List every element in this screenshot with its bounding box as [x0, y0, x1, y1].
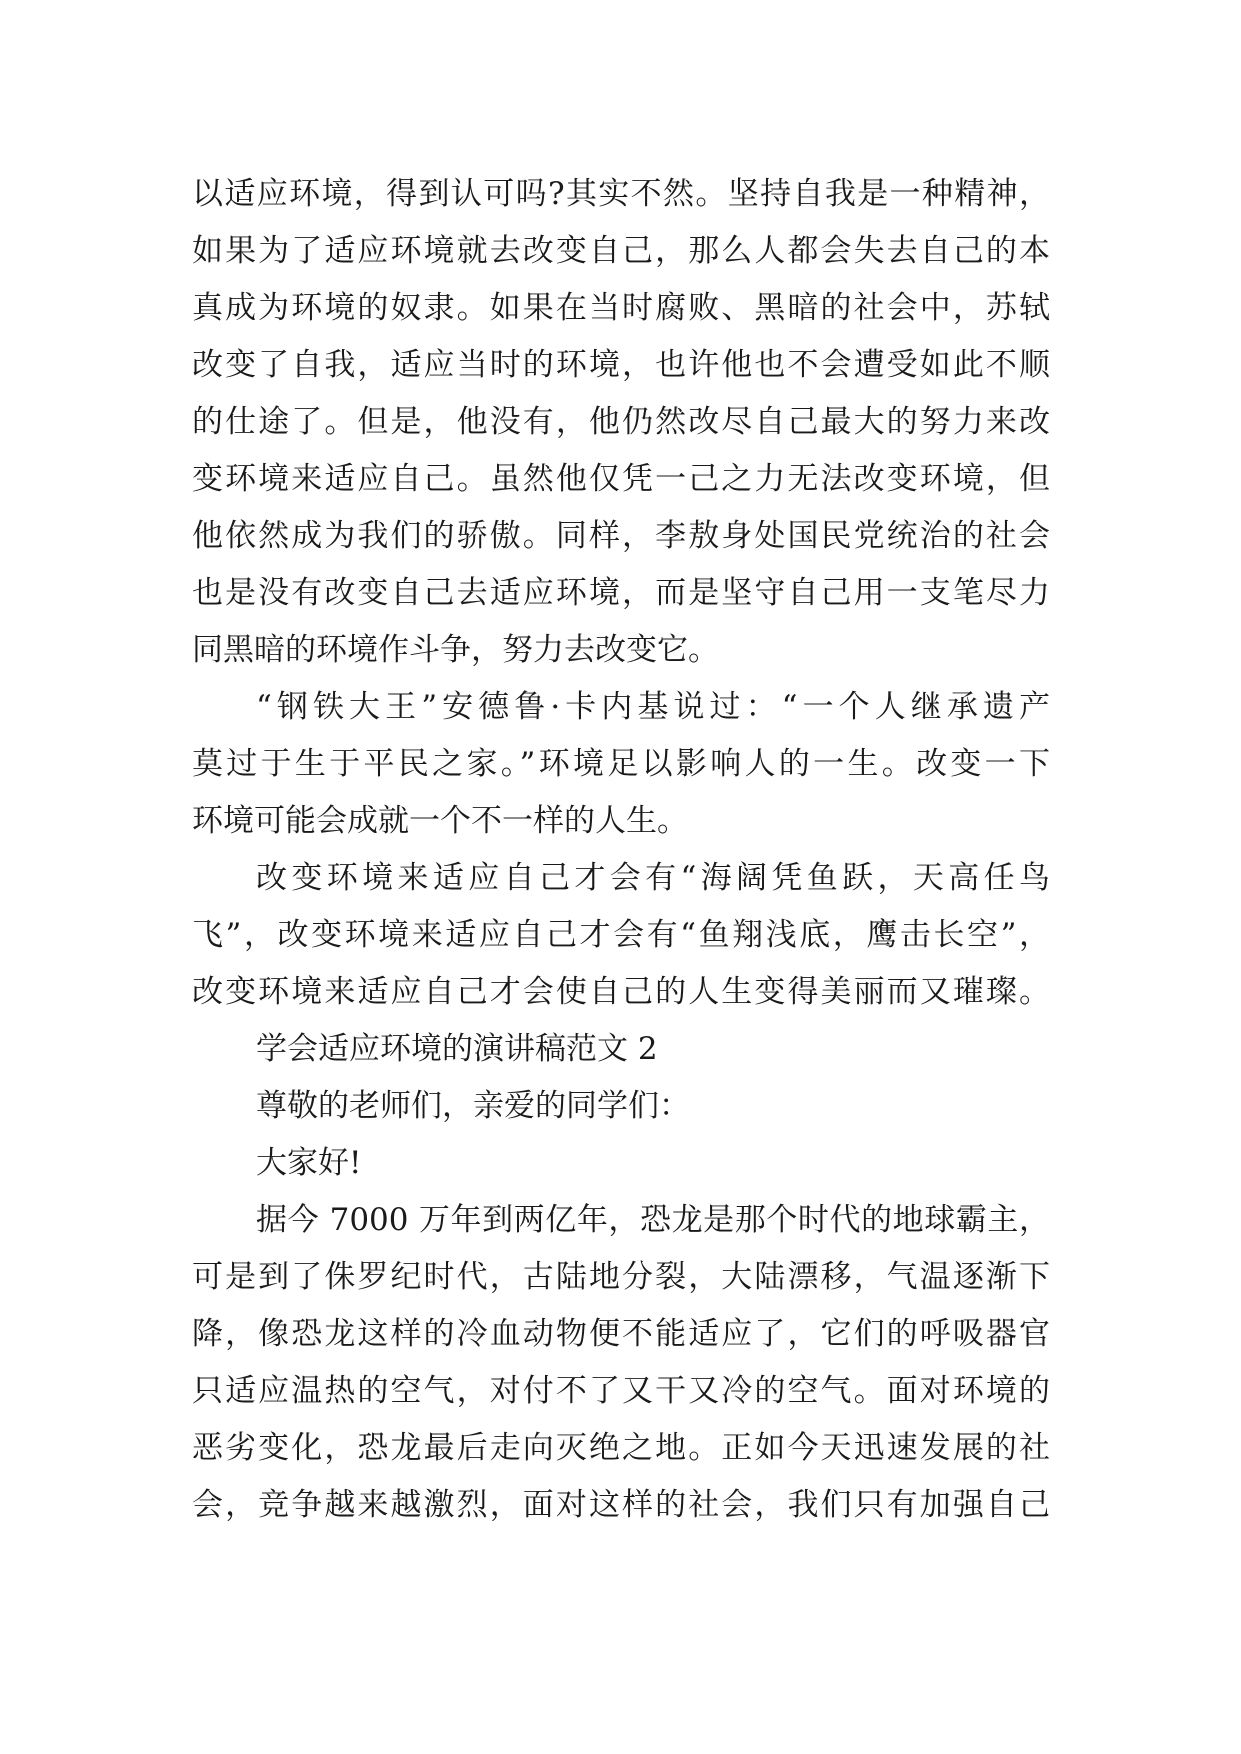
- paragraph: [192, 166, 1050, 679]
- text-line: 同黑暗的环境作斗争，努力去改变它。: [192, 632, 719, 668]
- salutation-text: 尊敬的老师们，亲爱的同学们：: [256, 1088, 690, 1124]
- document-body: [192, 166, 1050, 1534]
- text-line: 他依然成为我们的骄傲。同样，李敖身处国民党统治的社会: [192, 518, 1050, 554]
- text-line: 只适应温热的空气，对付不了又干又冷的空气。面对环境的: [192, 1373, 1050, 1409]
- text-line: 环境可能会成就一个不一样的人生。: [192, 803, 688, 839]
- greeting-text: 大家好!: [256, 1145, 362, 1181]
- text-line: 飞”，改变环境来适应自己才会有“鱼翔浅底，鹰击长空”，: [192, 917, 1050, 953]
- text-line: 真成为环境的奴隶。如果在当时腐败、黑暗的社会中，苏轼: [192, 290, 1050, 326]
- text-line: 据今 7000 万年到两亿年，恐龙是那个时代的地球霸主，: [256, 1202, 1050, 1238]
- text-line: 如果为了适应环境就去改变自己，那么人都会失去自己的本: [192, 233, 1050, 269]
- text-line: 降，像恐龙这样的冷血动物便不能适应了，它们的呼吸器官: [192, 1316, 1050, 1352]
- text-line: 改变环境来适应自己才会使自己的人生变得美丽而又璀璨。: [192, 974, 1050, 1010]
- text-line: 的仕途了。但是，他没有，他仍然改尽自己最大的努力来改: [192, 404, 1050, 440]
- text-line: 也是没有改变自己去适应环境，而是坚守自己用一支笔尽力: [192, 575, 1050, 611]
- paragraph: [192, 850, 1050, 1021]
- heading-text: 学会适应环境的演讲稿范文 2: [256, 1031, 658, 1067]
- text-line: 会，竞争越来越激烈，面对这样的社会，我们只有加强自己: [192, 1487, 1050, 1523]
- paragraph: [192, 679, 1050, 850]
- text-line: 改变环境来适应自己才会有“海阔凭鱼跃，天高任鸟: [256, 860, 1050, 896]
- text-line: 变环境来适应自己。虽然他仅凭一己之力无法改变环境，但: [192, 461, 1050, 497]
- salutation: [192, 1078, 1050, 1135]
- greeting: [192, 1135, 1050, 1192]
- text-line: 莫过于生于平民之家。”环境足以影响人的一生。改变一下: [192, 746, 1050, 782]
- text-line: “钢铁大王”安德鲁·卡内基说过：“一个人继承遗产: [256, 689, 1050, 725]
- paragraph: [192, 1192, 1050, 1534]
- text-line: 可是到了侏罗纪时代，古陆地分裂，大陆漂移，气温逐渐下: [192, 1259, 1050, 1295]
- text-line: 改变了自我，适应当时的环境，也许他也不会遭受如此不顺: [192, 347, 1050, 383]
- text-line: 以适应环境，得到认可吗?其实不然。坚持自我是一种精神，: [192, 176, 1050, 212]
- section-heading: [192, 1021, 1050, 1078]
- text-line: 恶劣变化，恐龙最后走向灭绝之地。正如今天迅速发展的社: [192, 1430, 1050, 1466]
